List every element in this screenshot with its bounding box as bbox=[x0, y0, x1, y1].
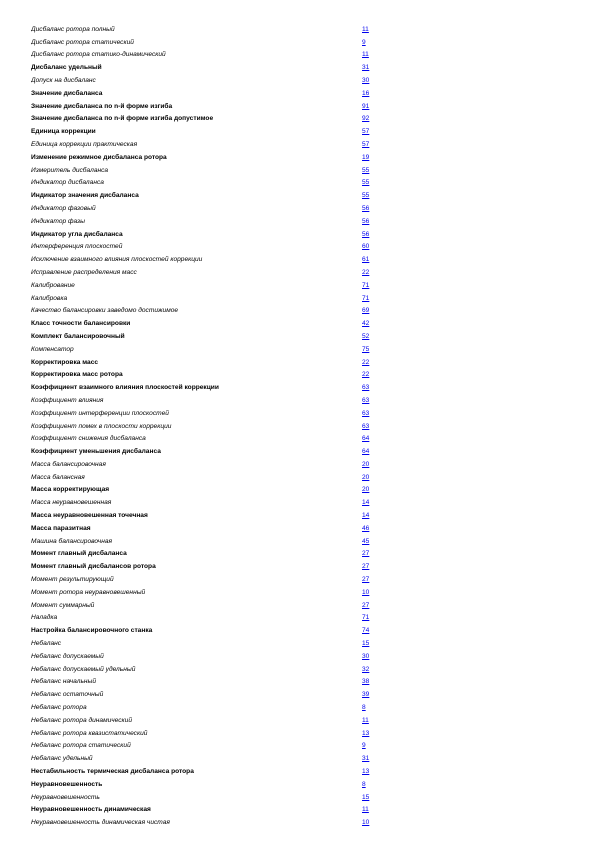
index-entry bbox=[31, 468, 381, 481]
index-entry bbox=[31, 122, 381, 135]
index-entry bbox=[31, 673, 381, 686]
index-term: Масса паразитная bbox=[31, 524, 91, 532]
index-entry bbox=[31, 110, 381, 123]
index-term: Небаланс ротора bbox=[31, 704, 87, 712]
index-term: Комплект балансировочный bbox=[31, 332, 125, 340]
index-term: Нестабильность термическая дисбаланса ротора bbox=[31, 768, 194, 776]
page-link[interactable]: 10 bbox=[362, 819, 370, 827]
index-term: Значение дисбаланса bbox=[31, 89, 103, 97]
page-link[interactable]: 64 bbox=[362, 448, 370, 456]
index-term: Индикатор значения дисбаланса bbox=[31, 192, 139, 200]
index-term: Дисбаланс ротора статический bbox=[31, 38, 134, 46]
index-term: Калибрование bbox=[31, 281, 75, 289]
page-link[interactable]: 27 bbox=[362, 601, 370, 609]
index-entry bbox=[31, 225, 381, 238]
page-link[interactable]: 19 bbox=[362, 153, 370, 161]
index-entry bbox=[31, 33, 381, 46]
index-term: Момент суммарный bbox=[31, 601, 95, 609]
index-term: Коэффициент взаимного влияния плоскостей коррекции bbox=[31, 384, 219, 392]
page-link[interactable]: 30 bbox=[362, 652, 370, 660]
index-term: Индикатор фазы bbox=[31, 217, 85, 225]
page-link[interactable]: 32 bbox=[362, 665, 370, 673]
index-entry bbox=[31, 762, 381, 775]
page-link[interactable]: 74 bbox=[362, 627, 370, 635]
index-entry bbox=[31, 353, 381, 366]
index-term: Значение дисбаланса по n-й форме изгиба bbox=[31, 102, 173, 110]
index-entry bbox=[31, 135, 381, 148]
index-term: Момент главный дисбалансов ротора bbox=[31, 563, 156, 571]
index-term: Коэффициент влияния bbox=[31, 396, 104, 404]
index-entry bbox=[31, 174, 381, 187]
page-link[interactable]: 64 bbox=[362, 435, 370, 443]
page-link[interactable]: 11 bbox=[362, 806, 369, 814]
index-entry bbox=[31, 71, 381, 84]
index-term: Небаланс ротора статический bbox=[31, 742, 131, 750]
page-link[interactable]: 15 bbox=[362, 793, 370, 801]
index-term: Значение дисбаланса по n-й форме изгиба допустимое bbox=[31, 115, 214, 123]
page-link[interactable]: 55 bbox=[362, 179, 370, 187]
index-entry bbox=[31, 609, 381, 622]
index-entry bbox=[31, 289, 381, 302]
index-entry bbox=[31, 801, 381, 814]
index-term: Масса балансная bbox=[31, 473, 85, 481]
page-link[interactable]: 56 bbox=[362, 217, 370, 225]
page-link[interactable]: 46 bbox=[362, 524, 370, 532]
page-link[interactable]: 57 bbox=[362, 128, 370, 136]
page-link[interactable]: 31 bbox=[362, 64, 370, 72]
page-link[interactable]: 60 bbox=[362, 243, 370, 251]
page-link[interactable]: 14 bbox=[362, 512, 370, 520]
index-term: Коэффициент снижения дисбаланса bbox=[31, 435, 146, 443]
page-link[interactable]: 20 bbox=[362, 486, 370, 494]
index-entry bbox=[31, 813, 381, 826]
index-entry bbox=[31, 378, 381, 391]
index-term: Исправление распределения масс bbox=[31, 268, 137, 276]
page-link[interactable]: 55 bbox=[362, 166, 370, 174]
index-term: Наладка bbox=[31, 614, 58, 622]
index-term: Неуравновешенность динамическая чистая bbox=[31, 819, 170, 827]
page-link[interactable]: 92 bbox=[362, 115, 370, 123]
index-term: Исключение взаимного влияния плоскостей коррекции bbox=[31, 256, 203, 264]
index-entry bbox=[31, 97, 381, 110]
index-term: Измеритель дисбаланса bbox=[31, 166, 109, 174]
index-term: Небаланс bbox=[31, 640, 62, 648]
index-entry bbox=[31, 276, 381, 289]
index-entry bbox=[31, 532, 381, 545]
index-term: Масса неуравновешенная bbox=[31, 499, 112, 507]
index-term: Единица коррекции bbox=[31, 128, 96, 136]
index-term: Небаланс ротора динамический bbox=[31, 716, 133, 724]
page-link[interactable]: 71 bbox=[362, 281, 370, 289]
index-term: Масса балансировочная bbox=[31, 460, 106, 468]
page-link[interactable]: 91 bbox=[362, 102, 370, 110]
index-term: Машина балансировочная bbox=[31, 537, 113, 545]
index-entry bbox=[31, 545, 381, 558]
index-term: Класс точности балансировки bbox=[31, 320, 131, 328]
page-link[interactable]: 52 bbox=[362, 332, 370, 340]
index-entry bbox=[31, 519, 381, 532]
index-entry bbox=[31, 148, 381, 161]
index-term: Небаланс остаточный bbox=[31, 691, 104, 699]
index-term: Небаланс удельный bbox=[31, 755, 93, 763]
index-entry bbox=[31, 660, 381, 673]
index-entry bbox=[31, 417, 381, 430]
page-link[interactable]: 45 bbox=[362, 537, 370, 545]
index-entry bbox=[31, 749, 381, 762]
page-link[interactable]: 8 bbox=[362, 704, 366, 712]
page-link[interactable]: 10 bbox=[362, 588, 370, 596]
index-entry bbox=[31, 314, 381, 327]
index-entry bbox=[31, 20, 381, 33]
index-term: Момент главный дисбаланса bbox=[31, 550, 127, 558]
index-term: Небаланс начальный bbox=[31, 678, 97, 686]
index-entry bbox=[31, 391, 381, 404]
index-term: Изменение режимное дисбаланса ротора bbox=[31, 153, 167, 161]
page-link[interactable]: 56 bbox=[362, 230, 370, 238]
page-link[interactable]: 15 bbox=[362, 640, 370, 648]
index-entry bbox=[31, 570, 381, 583]
index-entry bbox=[31, 647, 381, 660]
index-entry bbox=[31, 621, 381, 634]
page-link[interactable]: 22 bbox=[362, 268, 370, 276]
page-link[interactable]: 71 bbox=[362, 614, 370, 622]
page-link[interactable]: 22 bbox=[362, 371, 370, 379]
index-entry bbox=[31, 442, 381, 455]
index-entry bbox=[31, 238, 381, 251]
index-entry bbox=[31, 58, 381, 71]
page-link[interactable]: 27 bbox=[362, 550, 370, 558]
page-link[interactable]: 16 bbox=[362, 89, 370, 97]
page-link[interactable]: 63 bbox=[362, 384, 370, 392]
index-term: Неуравновешенность bbox=[31, 780, 103, 788]
index-entry bbox=[31, 430, 381, 443]
index-term: Момент результирующий bbox=[31, 576, 114, 584]
page-link[interactable]: 22 bbox=[362, 358, 370, 366]
page-link[interactable]: 63 bbox=[362, 409, 370, 417]
index-entry bbox=[31, 634, 381, 647]
page-link[interactable]: 57 bbox=[362, 140, 370, 148]
page-link[interactable]: 20 bbox=[362, 460, 370, 468]
index-entry bbox=[31, 263, 381, 276]
index-entry bbox=[31, 46, 381, 59]
page-link[interactable]: 39 bbox=[362, 691, 370, 699]
index-term: Коэффициент уменьшения дисбаланса bbox=[31, 448, 161, 456]
index-entry bbox=[31, 788, 381, 801]
index-entry bbox=[31, 199, 381, 212]
page-link[interactable]: 42 bbox=[362, 320, 370, 328]
index-entry bbox=[31, 327, 381, 340]
index-term: Индикатор угла дисбаланса bbox=[31, 230, 123, 238]
index-term: Настройка балансировочного станка bbox=[31, 627, 153, 635]
page-link[interactable]: 63 bbox=[362, 422, 370, 430]
index-term: Коэффициент интерференции плоскостей bbox=[31, 409, 169, 417]
index-term: Калибровка bbox=[31, 294, 68, 302]
index-entry bbox=[31, 596, 381, 609]
index-entry bbox=[31, 775, 381, 788]
page-link[interactable]: 11 bbox=[362, 51, 369, 59]
index-term: Дисбаланс ротора статико-динамический bbox=[31, 51, 166, 59]
index-term: Небаланс ротора квазистатический bbox=[31, 729, 148, 737]
index-term: Единица коррекции практическая bbox=[31, 140, 138, 148]
page-link[interactable]: 13 bbox=[362, 768, 370, 776]
index-term: Небаланс допускаемый удельный bbox=[31, 665, 136, 673]
page-link[interactable]: 11 bbox=[362, 716, 369, 724]
index-entry bbox=[31, 250, 381, 263]
index-entry bbox=[31, 340, 381, 353]
index-term: Небаланс допускаемый bbox=[31, 652, 104, 660]
page-link[interactable]: 56 bbox=[362, 204, 370, 212]
page-link[interactable]: 13 bbox=[362, 729, 370, 737]
page-link[interactable]: 9 bbox=[362, 38, 366, 46]
index-entry bbox=[31, 455, 381, 468]
index-entry bbox=[31, 685, 381, 698]
index-entry bbox=[31, 481, 381, 494]
index-entry bbox=[31, 583, 381, 596]
index-term: Корректировка масс ротора bbox=[31, 371, 123, 379]
page-link[interactable]: 31 bbox=[362, 755, 370, 763]
page-link[interactable]: 71 bbox=[362, 294, 370, 302]
index-term: Качество балансировки заведомо достижимое bbox=[31, 307, 179, 315]
page-link[interactable]: 63 bbox=[362, 396, 370, 404]
term-index bbox=[31, 20, 381, 826]
index-entry bbox=[31, 737, 381, 750]
index-entry bbox=[31, 506, 381, 519]
index-term: Неуравновешенность bbox=[31, 793, 100, 801]
index-term: Дисбаланс удельный bbox=[31, 64, 102, 72]
index-term: Корректировка масс bbox=[31, 358, 99, 366]
index-term: Дисбаланс ротора полный bbox=[31, 25, 115, 33]
page-link[interactable]: 8 bbox=[362, 780, 366, 788]
index-entry bbox=[31, 186, 381, 199]
index-term: Масса неуравновешенная точечная bbox=[31, 512, 148, 520]
page-link[interactable]: 55 bbox=[362, 192, 370, 200]
index-entry bbox=[31, 557, 381, 570]
page-link[interactable]: 69 bbox=[362, 307, 370, 315]
page-link[interactable]: 75 bbox=[362, 345, 370, 353]
page-link[interactable]: 27 bbox=[362, 563, 370, 571]
index-entry bbox=[31, 724, 381, 737]
index-term: Коэффициент помех в плоскости коррекции bbox=[31, 422, 172, 430]
index-entry bbox=[31, 711, 381, 724]
index-term: Интерференция плоскостей bbox=[31, 243, 123, 251]
index-entry bbox=[31, 212, 381, 225]
page-link[interactable]: 30 bbox=[362, 76, 370, 84]
page-link[interactable]: 14 bbox=[362, 499, 370, 507]
index-entry bbox=[31, 698, 381, 711]
index-entry bbox=[31, 404, 381, 417]
page-link[interactable]: 11 bbox=[362, 25, 369, 33]
index-entry bbox=[31, 366, 381, 379]
page-link[interactable]: 27 bbox=[362, 576, 370, 584]
index-term: Индикатор дисбаланса bbox=[31, 179, 104, 187]
page-link[interactable]: 9 bbox=[362, 742, 366, 750]
index-term: Момент ротора неуравновешенный bbox=[31, 588, 146, 596]
index-term: Индикатор фазовый bbox=[31, 204, 96, 212]
page-link[interactable]: 20 bbox=[362, 473, 370, 481]
index-entry bbox=[31, 493, 381, 506]
index-term: Допуск на дисбаланс bbox=[31, 76, 96, 84]
index-term: Масса корректирующая bbox=[31, 486, 110, 494]
page-link[interactable]: 61 bbox=[362, 256, 370, 264]
index-entry bbox=[31, 84, 381, 97]
index-entry bbox=[31, 302, 381, 315]
page-link[interactable]: 38 bbox=[362, 678, 370, 686]
index-term: Неуравновешенность динамическая bbox=[31, 806, 151, 814]
index-entry bbox=[31, 161, 381, 174]
index-term: Компенсатор bbox=[31, 345, 74, 353]
